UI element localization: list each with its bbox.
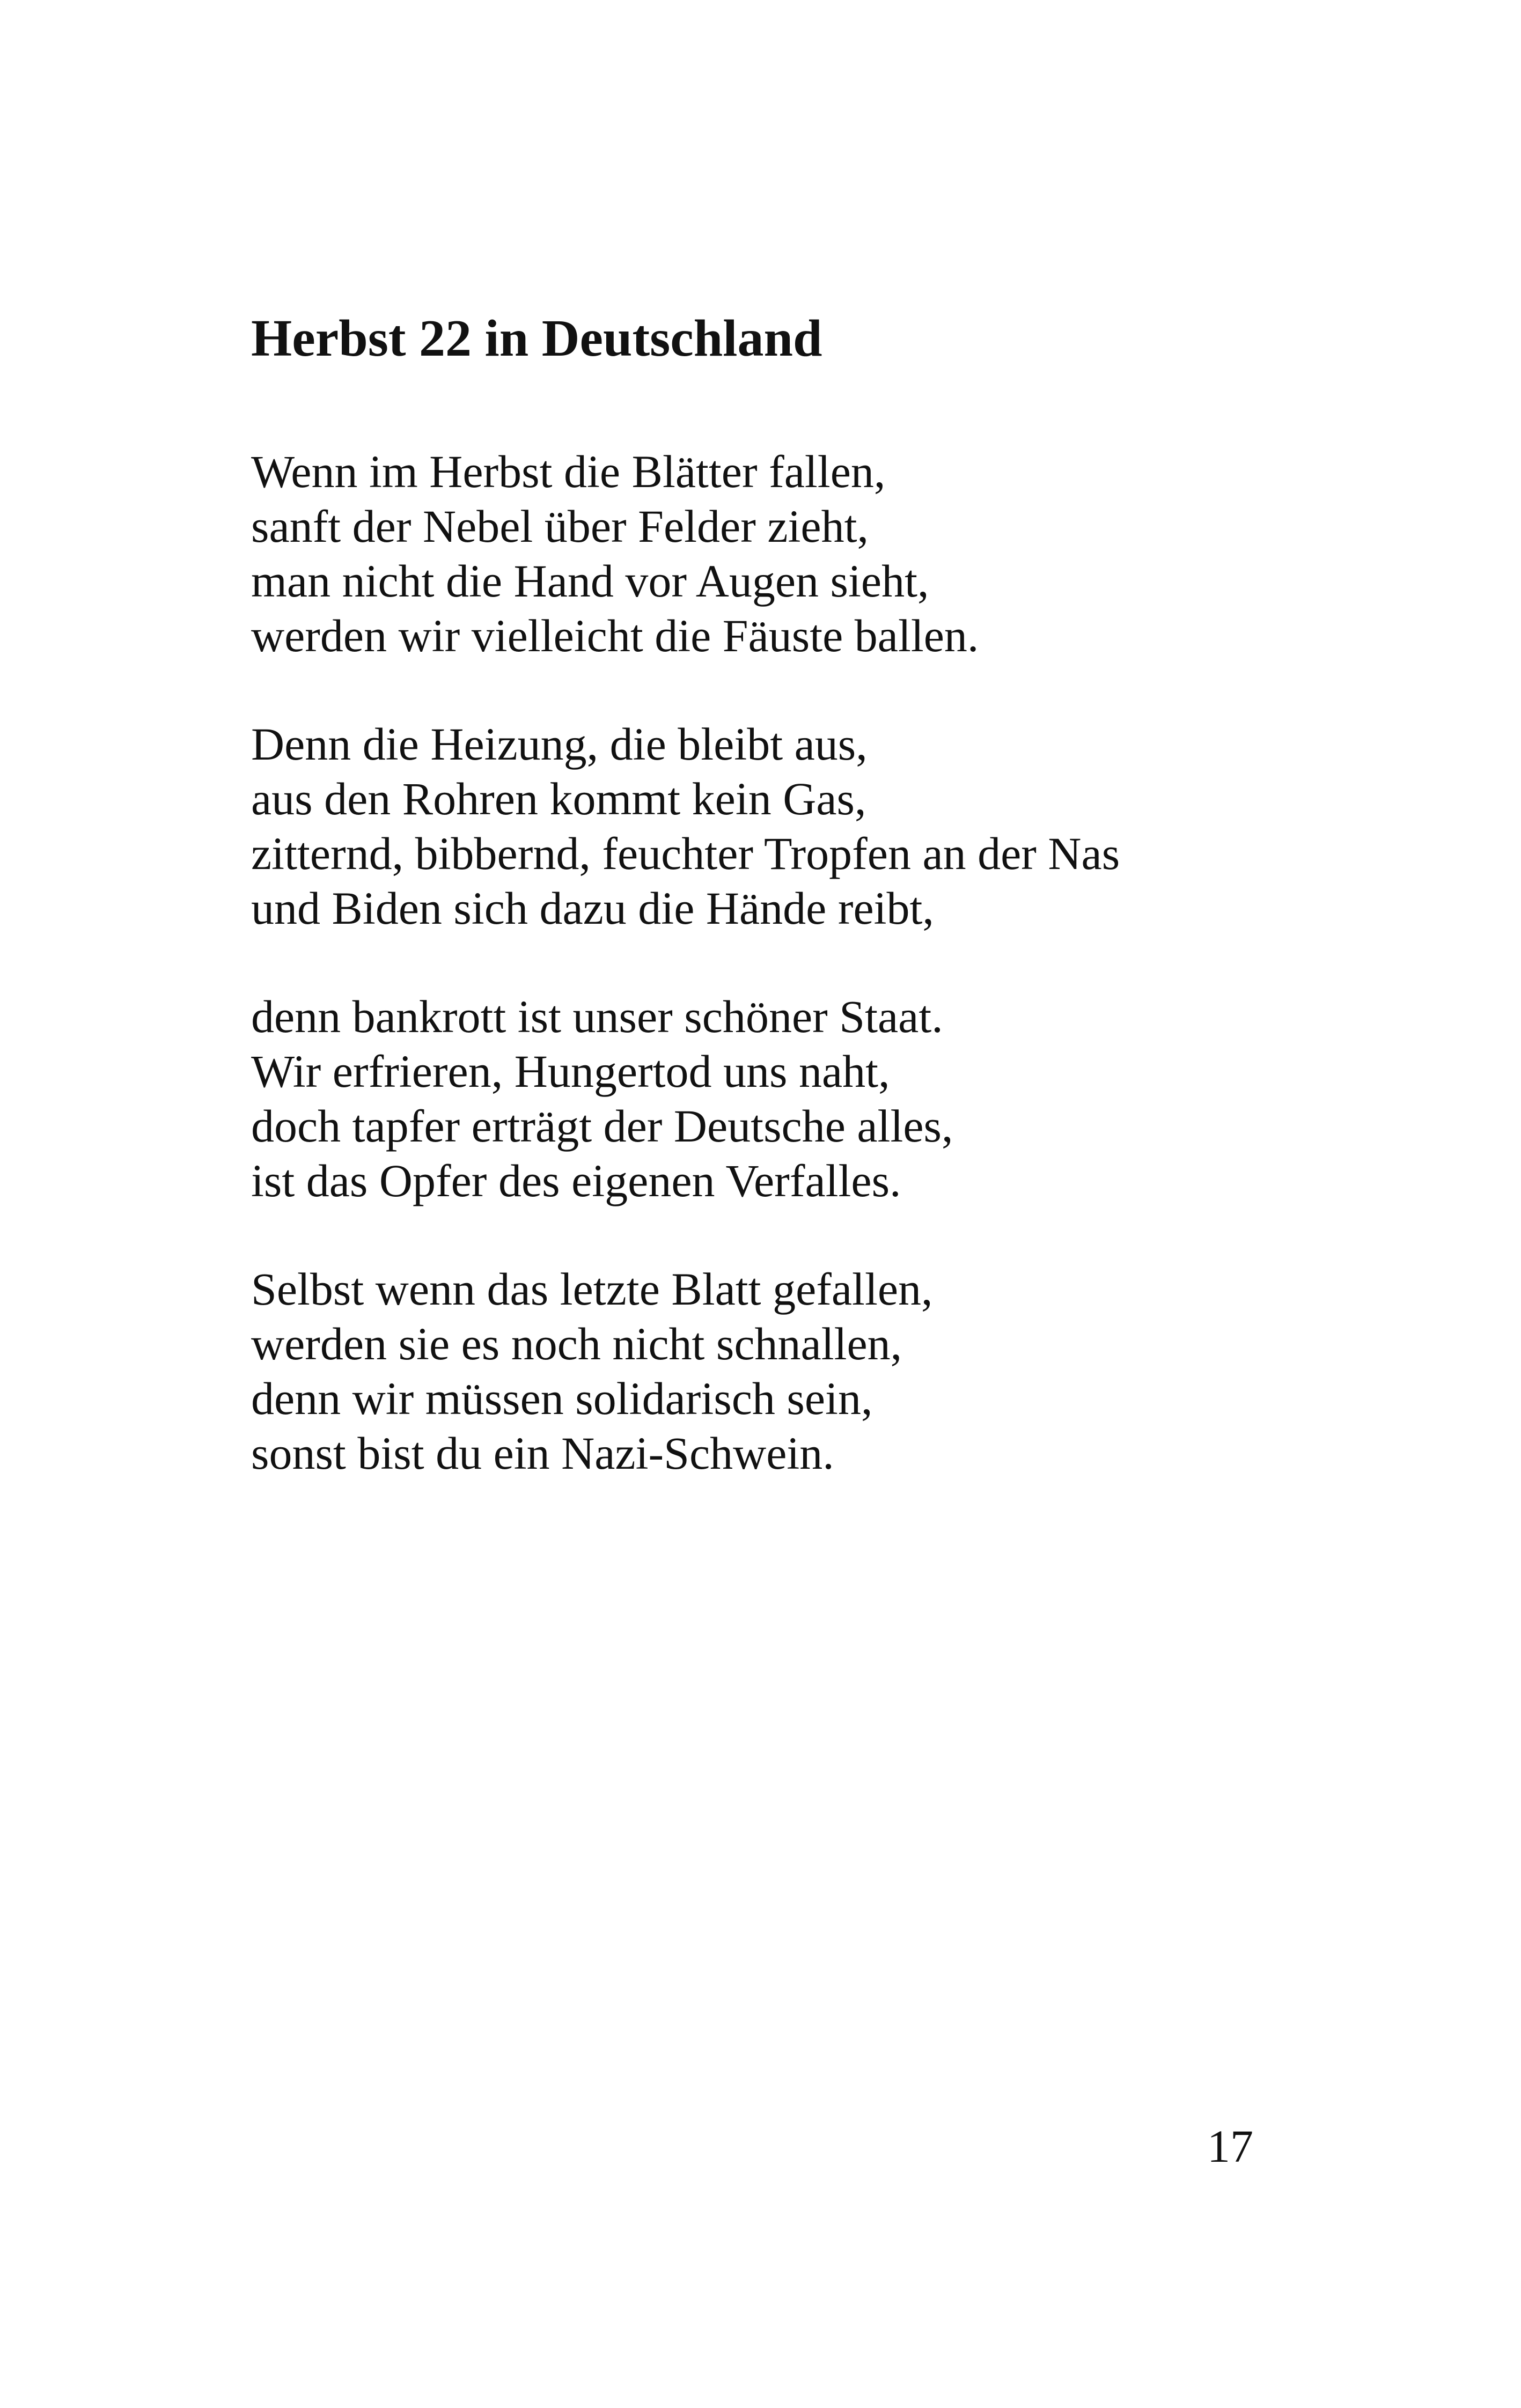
verse-line: Selbst wenn das letzte Blatt gefallen,	[251, 1263, 933, 1315]
verse-line: sanft der Nebel über Felder zieht,	[251, 500, 869, 552]
verse-line: denn wir müssen solidarisch sein,	[251, 1373, 873, 1424]
verse-line: Wenn im Herbst die Blätter fallen,	[251, 446, 886, 497]
verse-line: sonst bist du ein Nazi-Schwein.	[251, 1427, 834, 1479]
page-number: 17	[1207, 2120, 1253, 2172]
verse-line: doch tapfer erträgt der Deutsche alles,	[251, 1100, 953, 1152]
stanza-4	[251, 1262, 1378, 1481]
verse-line: man nicht die Hand vor Augen sieht,	[251, 555, 929, 607]
verse-line: Denn die Heizung, die bleibt aus,	[251, 718, 868, 770]
verse-line: ist das Opfer des eigenen Verfalles.	[251, 1155, 901, 1206]
verse-line: werden wir vielleicht die Fäuste ballen.	[251, 610, 979, 661]
verse-line: zitternd, bibbernd, feuchter Tropfen an der Nas	[251, 828, 1120, 879]
verse-line: und Biden sich dazu die Hände reibt,	[251, 882, 934, 934]
stanza-3	[251, 989, 1378, 1208]
verse-line: denn bankrott ist unser schöner Staat.	[251, 991, 943, 1042]
poem-title: Herbst 22 in Deutschland	[251, 310, 822, 367]
stanza-2	[251, 717, 1378, 936]
poem-body	[251, 444, 1378, 1534]
verse-line: werden sie es noch nicht schnallen,	[251, 1318, 902, 1369]
stanza-1	[251, 444, 1378, 663]
verse-line: Wir erfrieren, Hungertod uns naht,	[251, 1045, 890, 1097]
verse-line: aus den Rohren kommt kein Gas,	[251, 773, 866, 824]
